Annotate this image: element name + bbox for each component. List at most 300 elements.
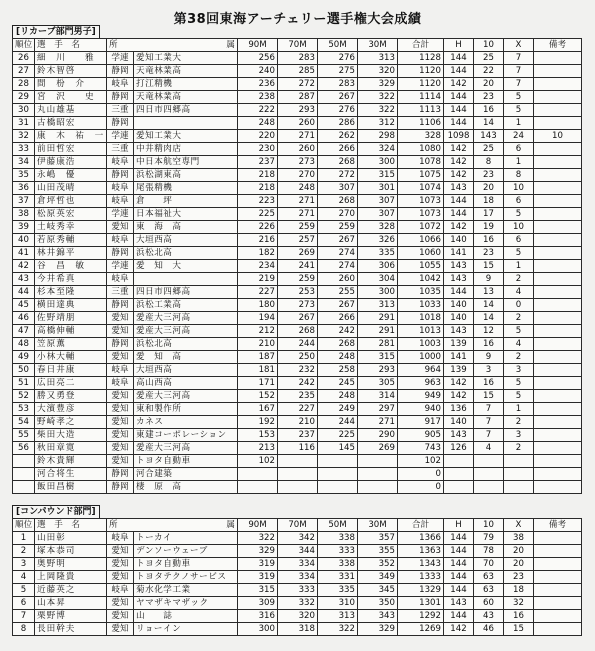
cell-hits: 142 xyxy=(444,169,474,182)
cell-score-50m: 268 xyxy=(318,338,358,351)
cell-note xyxy=(534,260,582,273)
cell-score-50m: 266 xyxy=(318,312,358,325)
table-row xyxy=(13,182,582,195)
cell-name: 古橋昭宏 xyxy=(35,117,107,130)
cell-score-90m: 182 xyxy=(238,247,278,260)
cell-note xyxy=(534,468,582,481)
cell-score-90m: 180 xyxy=(238,299,278,312)
cell-team: 愛産大三河高 xyxy=(134,312,238,325)
table-row xyxy=(13,325,582,338)
cell-xs: 6 xyxy=(504,143,534,156)
cell-hits: 142 xyxy=(444,78,474,91)
cell-total: 1013 xyxy=(398,325,444,338)
cell-score-70m: 242 xyxy=(278,377,318,390)
cell-rank: 38 xyxy=(13,208,35,221)
cell-score-50m: 262 xyxy=(318,130,358,143)
cell-score-90m: 167 xyxy=(238,403,278,416)
cell-score-50m: 286 xyxy=(318,117,358,130)
cell-hits: 1098 xyxy=(444,130,474,143)
cell-note xyxy=(534,390,582,403)
cell-tens: 12 xyxy=(474,325,504,338)
cell-hits: 144 xyxy=(444,286,474,299)
cell-note xyxy=(534,532,582,545)
cell-score-90m: 192 xyxy=(238,416,278,429)
cell-score-50m: 276 xyxy=(318,104,358,117)
cell-note xyxy=(534,610,582,623)
cell-total: 1042 xyxy=(398,273,444,286)
table-row xyxy=(13,195,582,208)
cell-total: 0 xyxy=(398,481,444,494)
cell-note xyxy=(534,143,582,156)
cell-total: 102 xyxy=(398,455,444,468)
header-30m: 30M xyxy=(358,519,398,532)
cell-xs: 7 xyxy=(504,65,534,78)
cell-total: 1073 xyxy=(398,195,444,208)
table-row xyxy=(13,429,582,442)
cell-team: トヨタテクノサービス xyxy=(134,571,238,584)
cell-total: 1114 xyxy=(398,91,444,104)
cell-score-70m xyxy=(278,455,318,468)
header-x: X xyxy=(504,39,534,52)
cell-tens: 143 xyxy=(474,130,504,143)
cell-tens: 70 xyxy=(474,558,504,571)
cell-total: 743 xyxy=(398,442,444,455)
header-h: H xyxy=(444,519,474,532)
cell-name: 前田哲宏 xyxy=(35,143,107,156)
cell-score-70m: 332 xyxy=(278,597,318,610)
cell-score-50m: 267 xyxy=(318,299,358,312)
cell-total: 1075 xyxy=(398,169,444,182)
cell-name: 上岡隆貴 xyxy=(35,571,107,584)
cell-score-50m: 268 xyxy=(318,156,358,169)
cell-team: 四日市四郷高 xyxy=(134,286,238,299)
cell-rank: 30 xyxy=(13,104,35,117)
header-total: 合計 xyxy=(398,519,444,532)
cell-score-90m: 210 xyxy=(238,338,278,351)
cell-tens: 15 xyxy=(474,260,504,273)
cell-team xyxy=(134,273,238,286)
cell-rank: 42 xyxy=(13,260,35,273)
table-row xyxy=(13,532,582,545)
cell-name: 秋田章寛 xyxy=(35,442,107,455)
cell-name: 今井希真 xyxy=(35,273,107,286)
table-row xyxy=(13,221,582,234)
cell-xs: 5 xyxy=(504,104,534,117)
cell-score-70m: 268 xyxy=(278,325,318,338)
cell-name: 山本昇 xyxy=(35,597,107,610)
cell-xs: 20 xyxy=(504,545,534,558)
cell-note xyxy=(534,623,582,636)
cell-pref: 愛知 xyxy=(107,610,134,623)
cell-score-30m: 304 xyxy=(358,273,398,286)
cell-note xyxy=(534,455,582,468)
header-school: 所 xyxy=(107,39,134,52)
cell-score-50m: 307 xyxy=(318,182,358,195)
cell-score-70m: 248 xyxy=(278,182,318,195)
cell-score-90m: 319 xyxy=(238,558,278,571)
cell-pref: 愛知 xyxy=(107,442,134,455)
cell-tens: 7 xyxy=(474,416,504,429)
cell-rank: 39 xyxy=(13,221,35,234)
cell-rank: 48 xyxy=(13,338,35,351)
cell-score-90m: 153 xyxy=(238,429,278,442)
table-row xyxy=(13,208,582,221)
cell-note xyxy=(534,91,582,104)
table-row xyxy=(13,442,582,455)
cell-team: 愛産大三河高 xyxy=(134,442,238,455)
cell-tens: 46 xyxy=(474,623,504,636)
cell-team: ヤマザキマザック xyxy=(134,597,238,610)
cell-score-50m xyxy=(318,455,358,468)
table-row xyxy=(13,52,582,65)
cell-pref: 岐阜 xyxy=(107,364,134,377)
cell-team: 東 海 高 xyxy=(134,221,238,234)
cell-score-50m xyxy=(318,468,358,481)
cell-rank: 4 xyxy=(13,571,35,584)
cell-score-70m: 260 xyxy=(278,117,318,130)
cell-score-50m: 259 xyxy=(318,221,358,234)
cell-rank: 8 xyxy=(13,623,35,636)
cell-score-70m xyxy=(278,468,318,481)
cell-tens: 14 xyxy=(474,299,504,312)
cell-score-90m: 227 xyxy=(238,286,278,299)
cell-tens: 78 xyxy=(474,545,504,558)
cell-score-90m: 225 xyxy=(238,208,278,221)
header-10: 10 xyxy=(474,39,504,52)
cell-score-50m: 244 xyxy=(318,416,358,429)
cell-hits: 143 xyxy=(444,325,474,338)
cell-score-50m: 333 xyxy=(318,545,358,558)
cell-xs: 18 xyxy=(504,584,534,597)
cell-team: 大垣西高 xyxy=(134,364,238,377)
cell-note xyxy=(534,273,582,286)
recurve-results-table xyxy=(12,38,582,494)
cell-hits: 143 xyxy=(444,260,474,273)
cell-rank: 52 xyxy=(13,390,35,403)
cell-pref: 三重 xyxy=(107,143,134,156)
cell-score-90m: 300 xyxy=(238,623,278,636)
cell-score-70m: 260 xyxy=(278,143,318,156)
table-row xyxy=(13,104,582,117)
cell-xs: 38 xyxy=(504,532,534,545)
cell-score-50m: 267 xyxy=(318,234,358,247)
cell-score-70m: 259 xyxy=(278,221,318,234)
cell-note xyxy=(534,117,582,130)
cell-rank: 47 xyxy=(13,325,35,338)
cell-score-70m: 273 xyxy=(278,156,318,169)
cell-pref: 三重 xyxy=(107,104,134,117)
cell-pref: 学連 xyxy=(107,260,134,273)
cell-score-90m: 238 xyxy=(238,91,278,104)
cell-team: 中井精肉店 xyxy=(134,143,238,156)
cell-xs: 5 xyxy=(504,390,534,403)
cell-score-30m: 343 xyxy=(358,610,398,623)
cell-score-50m: 331 xyxy=(318,571,358,584)
cell-total: 1074 xyxy=(398,182,444,195)
table-row xyxy=(13,260,582,273)
table-row xyxy=(13,468,582,481)
cell-score-30m: 349 xyxy=(358,571,398,584)
cell-pref: 愛知 xyxy=(107,623,134,636)
table-row xyxy=(13,338,582,351)
cell-score-50m: 338 xyxy=(318,532,358,545)
cell-tens: 16 xyxy=(474,104,504,117)
cell-xs: 5 xyxy=(504,208,534,221)
cell-name: 野崎孝之 xyxy=(35,416,107,429)
cell-xs: 23 xyxy=(504,571,534,584)
cell-score-30m: 271 xyxy=(358,416,398,429)
cell-total: 940 xyxy=(398,403,444,416)
cell-tens: 18 xyxy=(474,195,504,208)
cell-pref: 愛知 xyxy=(107,545,134,558)
cell-team: 打江精機 xyxy=(134,78,238,91)
cell-score-70m: 269 xyxy=(278,247,318,260)
cell-name: 鈴木貴輝 xyxy=(35,455,107,468)
cell-score-70m: 285 xyxy=(278,65,318,78)
cell-total: 1078 xyxy=(398,156,444,169)
cell-team: 浜松工業高 xyxy=(134,299,238,312)
cell-hits: 143 xyxy=(444,597,474,610)
cell-name: 杉本至隆 xyxy=(35,286,107,299)
cell-score-90m: 236 xyxy=(238,78,278,91)
cell-pref: 岐阜 xyxy=(107,584,134,597)
cell-note xyxy=(534,169,582,182)
cell-score-30m: 322 xyxy=(358,104,398,117)
header-70m: 70M xyxy=(278,39,318,52)
cell-score-50m: 335 xyxy=(318,584,358,597)
table-row xyxy=(13,403,582,416)
cell-score-50m: 145 xyxy=(318,442,358,455)
cell-xs: 32 xyxy=(504,597,534,610)
cell-score-30m: 312 xyxy=(358,117,398,130)
recurve-header-row xyxy=(13,39,582,52)
cell-tens: 14 xyxy=(474,312,504,325)
cell-score-90m: 237 xyxy=(238,156,278,169)
cell-name: 若原秀輔 xyxy=(35,234,107,247)
cell-score-30m: 291 xyxy=(358,325,398,338)
cell-note xyxy=(534,156,582,169)
cell-score-50m: 338 xyxy=(318,558,358,571)
cell-score-30m: 329 xyxy=(358,623,398,636)
cell-pref: 愛知 xyxy=(107,416,134,429)
cell-name: 山田彰 xyxy=(35,532,107,545)
header-90m: 90M xyxy=(238,39,278,52)
cell-rank: 49 xyxy=(13,351,35,364)
cell-pref: 岐阜 xyxy=(107,78,134,91)
cell-score-50m: 310 xyxy=(318,597,358,610)
cell-pref: 学連 xyxy=(107,208,134,221)
cell-tens: 16 xyxy=(474,234,504,247)
cell-tens xyxy=(474,468,504,481)
cell-hits: 140 xyxy=(444,234,474,247)
cell-total: 905 xyxy=(398,429,444,442)
cell-rank: 29 xyxy=(13,91,35,104)
cell-name: 林井錦平 xyxy=(35,247,107,260)
cell-score-90m: 309 xyxy=(238,597,278,610)
cell-total: 1000 xyxy=(398,351,444,364)
cell-team: 東和製作所 xyxy=(134,403,238,416)
cell-note xyxy=(534,558,582,571)
cell-hits: 140 xyxy=(444,416,474,429)
cell-team: 倉 坪 xyxy=(134,195,238,208)
cell-score-70m: 283 xyxy=(278,52,318,65)
cell-name: 飯田昌樹 xyxy=(35,481,107,494)
cell-pref: 岐阜 xyxy=(107,195,134,208)
cell-total: 963 xyxy=(398,377,444,390)
cell-score-50m: 276 xyxy=(318,52,358,65)
cell-name: 柴田大造 xyxy=(35,429,107,442)
cell-tens: 63 xyxy=(474,584,504,597)
cell-score-90m: 223 xyxy=(238,195,278,208)
table-row xyxy=(13,623,582,636)
cell-score-90m: 329 xyxy=(238,545,278,558)
cell-xs: 10 xyxy=(504,182,534,195)
cell-xs: 2 xyxy=(504,416,534,429)
cell-pref: 学連 xyxy=(107,130,134,143)
cell-score-70m: 210 xyxy=(278,416,318,429)
cell-rank xyxy=(13,455,35,468)
cell-xs: 2 xyxy=(504,312,534,325)
cell-rank: 1 xyxy=(13,532,35,545)
cell-team: トーカイ xyxy=(134,532,238,545)
header-90m: 90M xyxy=(238,519,278,532)
cell-score-50m: 255 xyxy=(318,286,358,299)
cell-score-30m: 350 xyxy=(358,597,398,610)
cell-rank: 41 xyxy=(13,247,35,260)
cell-note xyxy=(534,52,582,65)
table-row xyxy=(13,351,582,364)
cell-pref: 岐阜 xyxy=(107,377,134,390)
cell-pref: 静岡 xyxy=(107,481,134,494)
cell-rank: 43 xyxy=(13,273,35,286)
cell-score-90m: 216 xyxy=(238,234,278,247)
cell-hits: 140 xyxy=(444,312,474,325)
cell-total: 1120 xyxy=(398,78,444,91)
cell-hits: 143 xyxy=(444,273,474,286)
cell-total: 1018 xyxy=(398,312,444,325)
cell-tens: 16 xyxy=(474,377,504,390)
cell-note xyxy=(534,429,582,442)
cell-hits: 143 xyxy=(444,429,474,442)
cell-score-30m: 345 xyxy=(358,584,398,597)
cell-note xyxy=(534,338,582,351)
cell-total: 917 xyxy=(398,416,444,429)
compound-section-label: [コンパウンド部門] xyxy=(12,505,100,519)
cell-score-90m: 248 xyxy=(238,117,278,130)
cell-rank: 50 xyxy=(13,364,35,377)
cell-score-70m: 334 xyxy=(278,558,318,571)
cell-total: 1366 xyxy=(398,532,444,545)
cell-hits: 139 xyxy=(444,338,474,351)
cell-score-90m: 219 xyxy=(238,273,278,286)
cell-score-50m: 272 xyxy=(318,169,358,182)
cell-xs: 3 xyxy=(504,429,534,442)
cell-note xyxy=(534,325,582,338)
cell-tens: 43 xyxy=(474,610,504,623)
table-row xyxy=(13,273,582,286)
cell-rank xyxy=(13,468,35,481)
cell-name: 長田幹夫 xyxy=(35,623,107,636)
cell-score-50m: 274 xyxy=(318,247,358,260)
cell-rank: 54 xyxy=(13,416,35,429)
cell-score-70m: 253 xyxy=(278,286,318,299)
cell-hits: 144 xyxy=(444,571,474,584)
cell-score-30m: 328 xyxy=(358,221,398,234)
cell-xs: 4 xyxy=(504,286,534,299)
cell-score-30m: 313 xyxy=(358,299,398,312)
cell-pref: 静岡 xyxy=(107,299,134,312)
cell-total: 1060 xyxy=(398,247,444,260)
cell-rank: 51 xyxy=(13,377,35,390)
cell-pref: 静岡 xyxy=(107,91,134,104)
cell-team: リョーイン xyxy=(134,623,238,636)
cell-tens: 19 xyxy=(474,221,504,234)
cell-tens: 16 xyxy=(474,338,504,351)
cell-xs: 4 xyxy=(504,338,534,351)
cell-total: 1106 xyxy=(398,117,444,130)
cell-pref: 愛知 xyxy=(107,597,134,610)
compound-header-row xyxy=(13,519,582,532)
cell-score-70m: 237 xyxy=(278,429,318,442)
cell-rank: 36 xyxy=(13,182,35,195)
cell-team: 四日市四郷高 xyxy=(134,104,238,117)
cell-name: 勝又勇登 xyxy=(35,390,107,403)
cell-pref: 静岡 xyxy=(107,338,134,351)
cell-rank xyxy=(13,481,35,494)
cell-xs: 16 xyxy=(504,610,534,623)
cell-tens: 3 xyxy=(474,364,504,377)
cell-tens xyxy=(474,455,504,468)
cell-hits: 140 xyxy=(444,299,474,312)
cell-tens: 63 xyxy=(474,571,504,584)
cell-rank: 45 xyxy=(13,299,35,312)
cell-hits: 144 xyxy=(444,52,474,65)
cell-score-30m: 313 xyxy=(358,52,398,65)
cell-team: デンソーウェーブ xyxy=(134,545,238,558)
cell-rank: 3 xyxy=(13,558,35,571)
cell-hits: 144 xyxy=(444,558,474,571)
cell-note xyxy=(534,584,582,597)
cell-team: 山 誌 xyxy=(134,610,238,623)
cell-name: 細 川 雅 xyxy=(35,52,107,65)
cell-total: 0 xyxy=(398,468,444,481)
table-row xyxy=(13,156,582,169)
cell-xs: 1 xyxy=(504,260,534,273)
cell-pref: 愛知 xyxy=(107,325,134,338)
cell-score-90m: 102 xyxy=(238,455,278,468)
table-row xyxy=(13,416,582,429)
cell-score-50m: 268 xyxy=(318,195,358,208)
cell-score-70m: 334 xyxy=(278,571,318,584)
cell-total: 1120 xyxy=(398,65,444,78)
cell-name: 春日井康 xyxy=(35,364,107,377)
cell-note xyxy=(534,65,582,78)
cell-note xyxy=(534,247,582,260)
cell-name: 奥野明 xyxy=(35,558,107,571)
cell-score-70m: 333 xyxy=(278,584,318,597)
cell-pref: 愛知 xyxy=(107,558,134,571)
cell-rank: 53 xyxy=(13,403,35,416)
header-name: 選 手 名 xyxy=(35,39,107,52)
cell-score-50m xyxy=(318,481,358,494)
cell-team: 河合建築 xyxy=(134,468,238,481)
cell-hits: 144 xyxy=(444,91,474,104)
cell-score-50m: 260 xyxy=(318,273,358,286)
page-title: 第38回東海アーチェリー選手権大会成績 xyxy=(173,12,422,27)
cell-total: 1003 xyxy=(398,338,444,351)
table-row xyxy=(13,455,582,468)
cell-xs: 8 xyxy=(504,169,534,182)
